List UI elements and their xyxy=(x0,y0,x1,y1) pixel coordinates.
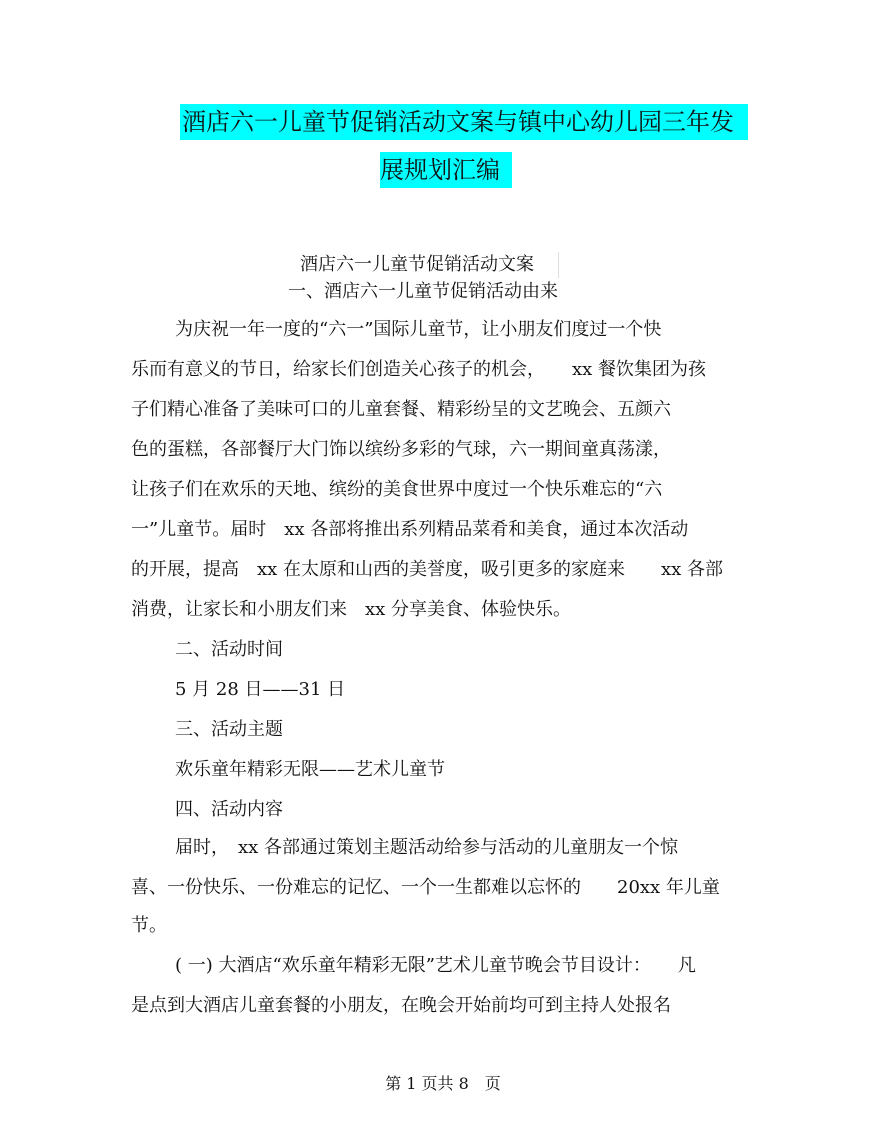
paragraph-line: 届时， xx 各部通过策划主题活动给参与活动的儿童朋友一个惊 xyxy=(175,837,679,858)
activity-date: 5 月 28 日——31 日 xyxy=(175,679,346,700)
paragraph-line: 消费，让家长和小朋友们来 xx 分享美食、体验快乐。 xyxy=(131,599,572,620)
heading-activity-time: 二、活动时间 xyxy=(175,639,283,660)
paragraph-line: 让孩子们在欢乐的天地、缤纷的美食世界中度过一个快乐难忘的“六 xyxy=(131,479,663,500)
heading-activity-content: 四、活动内容 xyxy=(175,799,283,820)
section-subheading: 一、酒店六一儿童节促销活动由来 xyxy=(288,281,558,302)
paragraph-line: ( 一) 大酒店“欢乐童年精彩无限”艺术儿童节晚会节目设计： 凡 xyxy=(175,955,696,976)
paragraph-line: 节。 xyxy=(131,915,167,936)
paragraph-line: 为庆祝一年一度的“六一”国际儿童节，让小朋友们度过一个快 xyxy=(175,319,662,340)
paragraph-line: 是点到大酒店儿童套餐的小朋友，在晚会开始前均可到主持人处报名 xyxy=(131,995,671,1016)
paragraph-line: 子们精心准备了美味可口的儿童套餐、精彩纷呈的文艺晚会、五颜六 xyxy=(131,399,671,420)
paragraph-line: 喜、一份快乐、一份难忘的记忆、一个一生都难以忘怀的 20xx 年儿童 xyxy=(131,877,720,898)
paragraph-line: 一”儿童节。届时 xx 各部将推出系列精品菜肴和美食，通过本次活动 xyxy=(131,519,689,540)
document-title-line-1: 酒店六一儿童节促销活动文案与镇中心幼儿园三年发 xyxy=(180,104,748,140)
page-footer: 第 1 页共 8 页 xyxy=(385,1074,501,1093)
paragraph-line: 乐而有意义的节日，给家长们创造关心孩子的机会， xx 餐饮集团为孩 xyxy=(131,359,707,380)
document-title-line-2: 展规划汇编 xyxy=(380,152,512,188)
section-heading: 酒店六一儿童节促销活动文案 xyxy=(300,252,559,278)
activity-theme: 欢乐童年精彩无限——艺术儿童节 xyxy=(175,759,445,780)
paragraph-line: 的开展，提高 xx 在太原和山西的美誉度，吸引更多的家庭来 xx 各部 xyxy=(131,559,724,580)
paragraph-line: 色的蛋糕，各部餐厅大门饰以缤纷多彩的气球，六一期间童真荡漾， xyxy=(131,439,671,460)
heading-activity-theme: 三、活动主题 xyxy=(175,719,283,740)
